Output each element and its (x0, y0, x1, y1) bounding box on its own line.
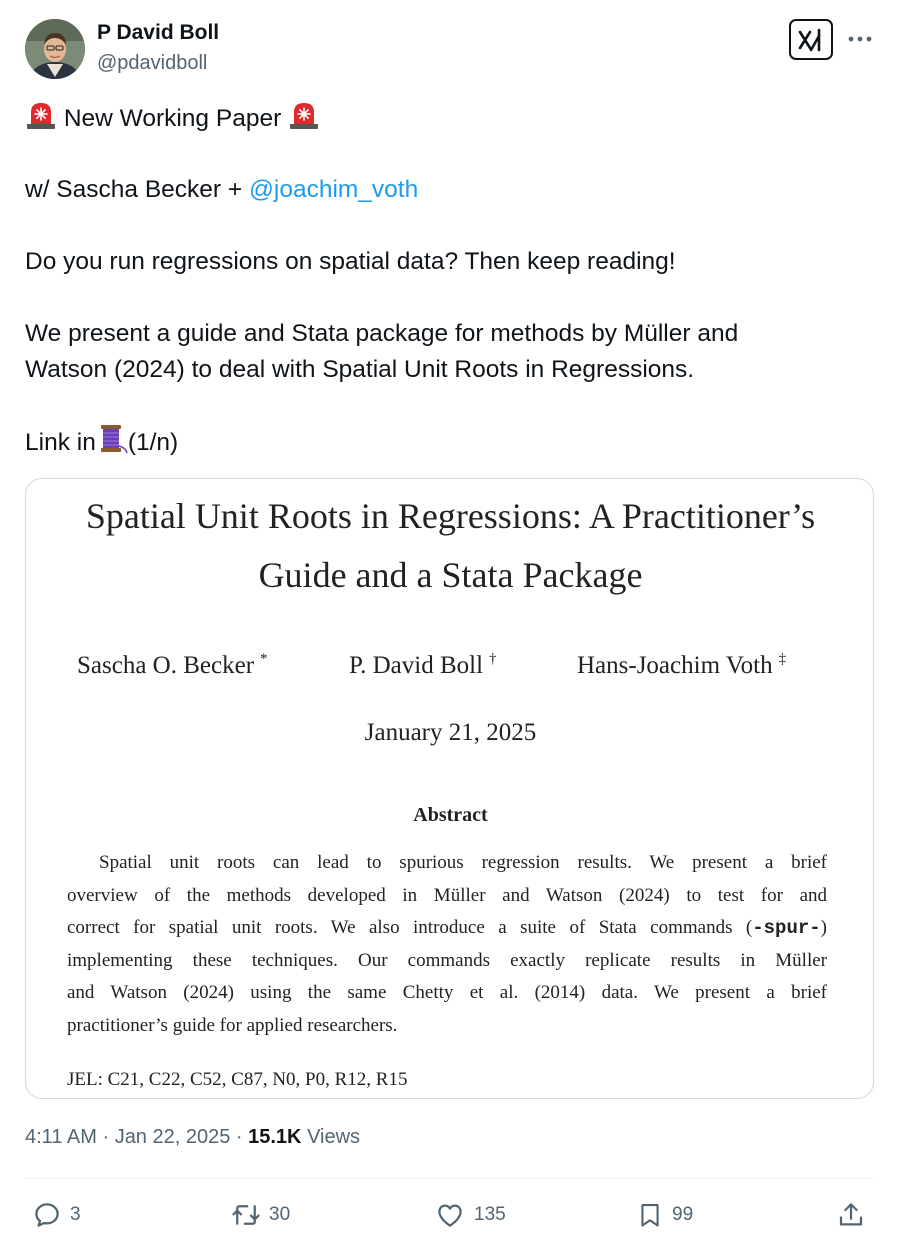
tweet-text-line-5: Watson (2024) to deal with Spatial Unit Roots in Regressions. (25, 356, 695, 383)
views-count: 15.1K (248, 1126, 302, 1148)
tweet-time[interactable]: 4:11 AM (25, 1126, 97, 1148)
paper-author: Sascha O. Becker * (77, 651, 268, 679)
abstract-heading: Abstract (413, 804, 488, 826)
author-handle[interactable]: @pdavidboll (97, 52, 208, 74)
tweet-text-line-4: We present a guide and Stata package for methods by Müller and (25, 320, 739, 347)
paper-title-line-2: Guide and a Stata Package (258, 555, 643, 595)
divider (25, 1178, 874, 1179)
police-light-emoji (25, 100, 57, 141)
paper-date: January 21, 2025 (364, 719, 537, 746)
share-icon (836, 1200, 866, 1230)
abstract-line: correct for spatial unit roots. We also introduce a suite of Stata commands (-spur-) (67, 917, 827, 939)
avatar[interactable] (25, 19, 85, 79)
abstract-line: and Watson (2024) using the same Chetty et al. (2014) data. We present a brief (67, 982, 827, 1003)
like-icon (434, 1200, 466, 1230)
reply-icon (32, 1200, 62, 1230)
paper-author: Hans-Joachim Voth ‡ (577, 651, 787, 679)
tweet-text-line-2: w/ Sascha Becker + @joachim_voth (25, 176, 419, 203)
paper-title-line-1: Spatial Unit Roots in Regressions: A Practitioner’s (85, 496, 816, 536)
like-button[interactable] (434, 1198, 506, 1232)
police-light-emoji (288, 100, 320, 141)
bookmark-count: 99 (672, 1204, 694, 1225)
more-icon[interactable] (847, 24, 873, 54)
abstract-line: overview of the methods developed in Müller and Watson (2024) to test for and (67, 885, 827, 906)
views-label: Views (307, 1126, 361, 1148)
paper-image[interactable] (25, 478, 874, 1099)
bookmark-button[interactable] (636, 1198, 693, 1232)
paper-author: P. David Boll † (349, 651, 497, 679)
tweet-date[interactable]: Jan 22, 2025 (114, 1126, 231, 1148)
abstract-line: practitioner’s guide for applied researchers. (67, 1015, 398, 1036)
xai-grok-icon[interactable] (789, 19, 833, 60)
repost-icon (231, 1200, 261, 1230)
tweet-text-line-3: Do you run regressions on spatial data? Then keep reading! (25, 248, 676, 275)
abstract-line: implementing these techniques. Our commands exactly replicate results in Müller (67, 950, 827, 971)
reply-count: 3 (70, 1204, 81, 1225)
bookmark-icon (636, 1200, 664, 1230)
tweet-meta: 4:11 AM · Jan 22, 2025 · 15.1K Views (25, 1126, 361, 1148)
paper-jel-codes: JEL: C21, C22, C52, C87, N0, P0, R12, R15 (67, 1069, 408, 1090)
repost-count: 30 (269, 1204, 291, 1225)
like-count: 135 (474, 1204, 506, 1225)
thread-spool-emoji (96, 424, 128, 465)
author-name[interactable]: P David Boll (97, 21, 220, 44)
mention-link[interactable]: @joachim_voth (249, 176, 419, 203)
repost-button[interactable] (231, 1198, 290, 1232)
reply-button[interactable] (32, 1198, 81, 1232)
tweet-text-line-6: Link in (1/n) (25, 424, 178, 465)
abstract-line: Spatial unit roots can lead to spurious regression results. We present a brief (99, 852, 827, 873)
tweet-text-line-1: New Working Paper (25, 100, 320, 141)
share-button[interactable] (836, 1198, 874, 1232)
